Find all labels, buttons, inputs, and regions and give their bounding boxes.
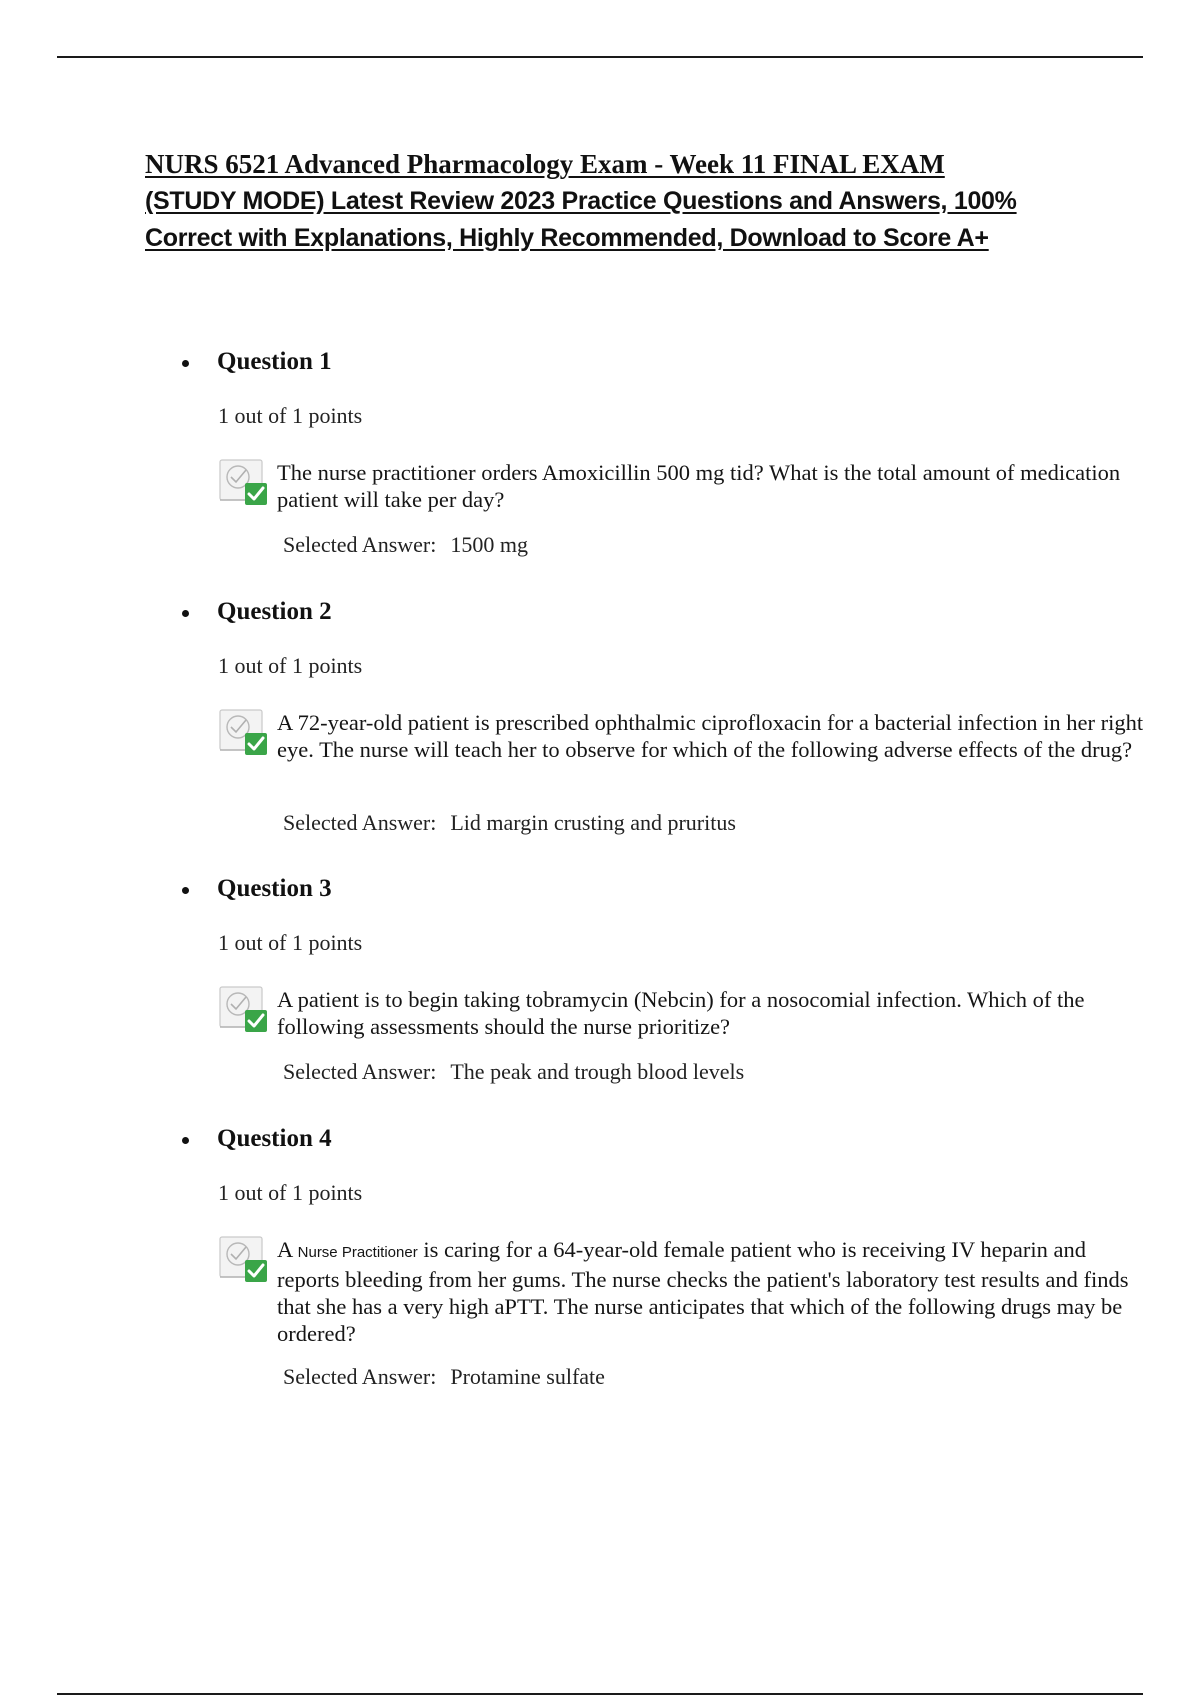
- correct-answer-check-icon: [218, 984, 270, 1034]
- question-text: A 72-year-old patient is prescribed ophthalmic ciprofloxacin for a bacterial infection in her right eye. The nurse will teach her to observe for which of the following adverse effects of the drug?: [277, 710, 1144, 762]
- title-part-2: (STUDY MODE) Latest Review 2023 Practice Questions and Answers, 100% Correct with Explanations, Highly Recommended, Download to Score A+: [145, 187, 1017, 252]
- selected-answer-value: 1500 mg: [450, 532, 528, 557]
- correct-answer-check-icon: [218, 457, 270, 507]
- correct-answer-check-icon: [218, 707, 270, 757]
- top-divider: [57, 56, 1143, 58]
- correct-answer-check-icon: [218, 1234, 270, 1284]
- question-heading: [182, 347, 332, 377]
- question-text-rest: is caring for a 64-year-old female patient who is receiving IV heparin and reports bleeding from her gums. The nurse checks the patient's laboratory test results and finds that she has a very high aPTT. The nurse anticipates that which of the following drugs may be ordered?: [277, 1237, 1129, 1346]
- selected-answer: [283, 1059, 744, 1085]
- question-text: The nurse practitioner orders Amoxicillin 500 mg tid? What is the total amount of medication patient will take per day?: [277, 460, 1121, 512]
- selected-answer-label: Selected Answer:: [283, 1364, 437, 1389]
- bullet-icon: [182, 360, 189, 367]
- question-heading: [182, 597, 332, 627]
- question-text-prefix: A: [277, 1237, 293, 1262]
- question-points: 1 out of 1 points: [218, 1180, 363, 1205]
- question-title: Question 2: [217, 598, 332, 625]
- bullet-icon: [182, 887, 189, 894]
- title-part-1: NURS 6521 Advanced Pharmacology Exam - Week 11 FINAL EXAM: [145, 149, 945, 179]
- selected-answer-label: Selected Answer:: [283, 810, 437, 835]
- selected-answer: [283, 810, 736, 836]
- bottom-divider: [57, 1693, 1143, 1695]
- question-heading: [182, 1124, 332, 1154]
- selected-answer-value: The peak and trough blood levels: [450, 1059, 745, 1084]
- question-points: 1 out of 1 points: [218, 930, 363, 955]
- selected-answer-label: Selected Answer:: [283, 1059, 437, 1084]
- question-title: Question 1: [217, 348, 332, 375]
- selected-answer: [283, 532, 528, 558]
- selected-answer-label: Selected Answer:: [283, 532, 437, 557]
- document-title: [145, 146, 1105, 256]
- selected-answer: [283, 1364, 605, 1390]
- bullet-icon: [182, 1137, 189, 1144]
- question-heading: [182, 874, 332, 904]
- question-title: Question 3: [217, 875, 332, 902]
- selected-answer-value: Lid margin crusting and pruritus: [450, 810, 736, 835]
- question-title: Question 4: [217, 1125, 332, 1152]
- question-text: [277, 1236, 1145, 1347]
- question-points: 1 out of 1 points: [218, 653, 363, 678]
- question-text-role: Nurse Practitioner: [297, 1244, 418, 1261]
- question-points: 1 out of 1 points: [218, 403, 363, 428]
- selected-answer-value: Protamine sulfate: [450, 1364, 605, 1389]
- bullet-icon: [182, 610, 189, 617]
- question-text: A patient is to begin taking tobramycin (Nebcin) for a nosocomial infection. Which of the following assessments should the nurse prioritize?: [277, 987, 1085, 1039]
